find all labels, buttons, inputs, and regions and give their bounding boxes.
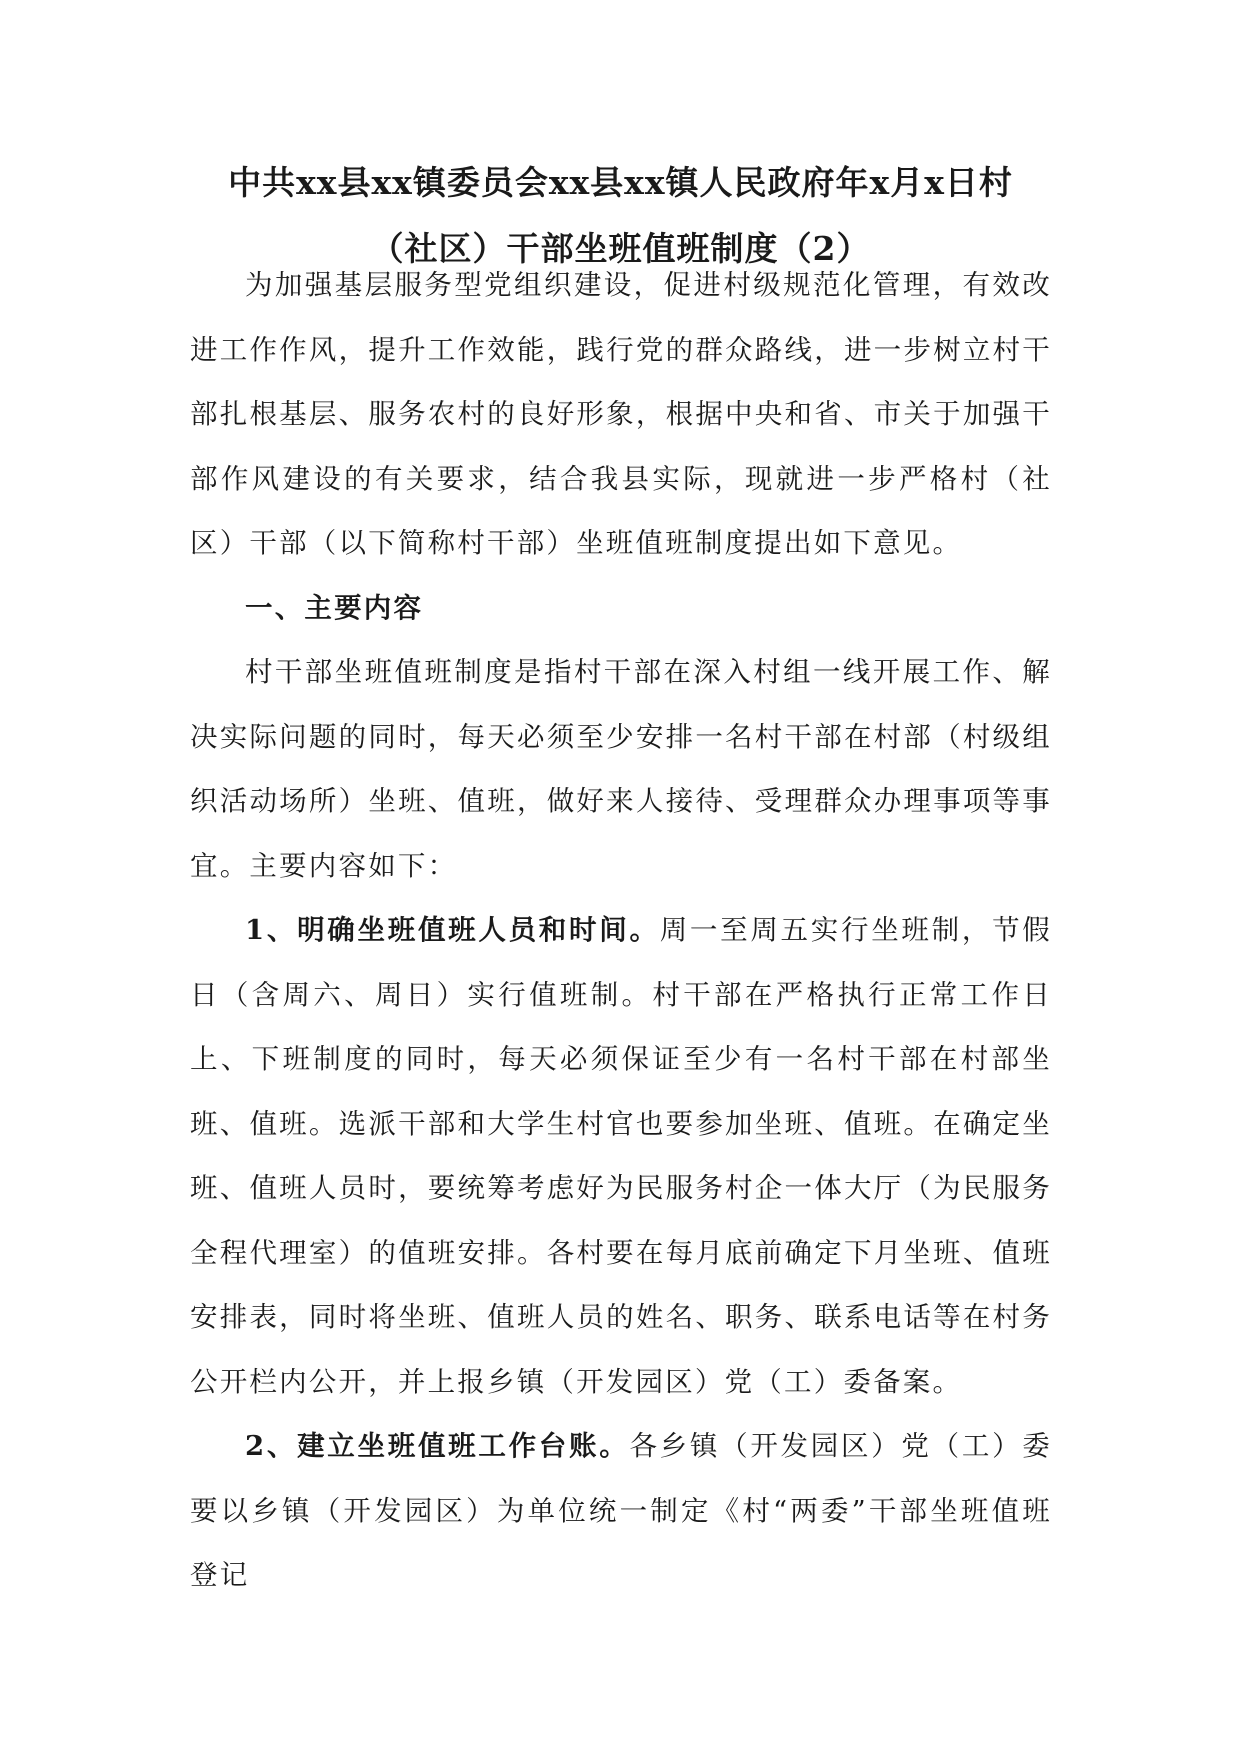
document-body (190, 253, 1052, 1608)
title-line-1: 中共xx县xx镇委员会xx县xx镇人民政府年x月x日村 (228, 163, 1013, 202)
item-2-lead: 2、建立坐班值班工作台账。 (245, 1430, 630, 1462)
section-heading-main-content: 一、主要内容 (245, 591, 424, 624)
item-paragraph-2 (190, 1414, 1052, 1608)
title-line-2: （社区）干部坐班值班制度（2） (370, 229, 871, 268)
section-intro-paragraph: 村干部坐班值班制度是指村干部在深入村组一线开展工作、解决实际问题的同时，每天必须至少安排一名村干部在村部（村级组织活动场所）坐班、值班，做好来人接待、受理群众办理事项等事宜。主要内容如下： (190, 656, 1052, 882)
item-2-body: 各乡镇（开发园区）党（工）委要以乡镇（开发园区）为单位统一制定《村“两委”干部坐班值班登记 (190, 1430, 1052, 1591)
intro-paragraph: 为加强基层服务型党组织建设，促进村级规范化管理，有效改进工作作风，提升工作效能，践行党的群众路线，进一步树立村干部扎根基层、服务农村的良好形象，根据中央和省、市关于加强干部作风建设的有关要求，结合我县实际，现就进一步严格村（社区）干部（以下简称村干部）坐班值班制度提出如下意见。 (190, 269, 1052, 559)
item-1-body: 周一至周五实行坐班制，节假日（含周六、周日）实行值班制。村干部在严格执行正常工作日上、下班制度的同时，每天必须保证至少有一名村干部在村部坐班、值班。选派干部和大学生村官也要参加坐班、值班。在确定坐班、值班人员时，要统筹考虑好为民服务村企一体大厅（为民服务全程代理室）的值班安排。各村要在每月底前确定下月坐班、值班安排表，同时将坐班、值班人员的姓名、职务、联系电话等在村务公开栏内公开，并上报乡镇（开发园区）党（工）委备案。 (190, 914, 1052, 1398)
item-paragraph-1 (190, 898, 1052, 1414)
item-1-lead: 1、明确坐班值班人员和时间。 (245, 914, 660, 946)
